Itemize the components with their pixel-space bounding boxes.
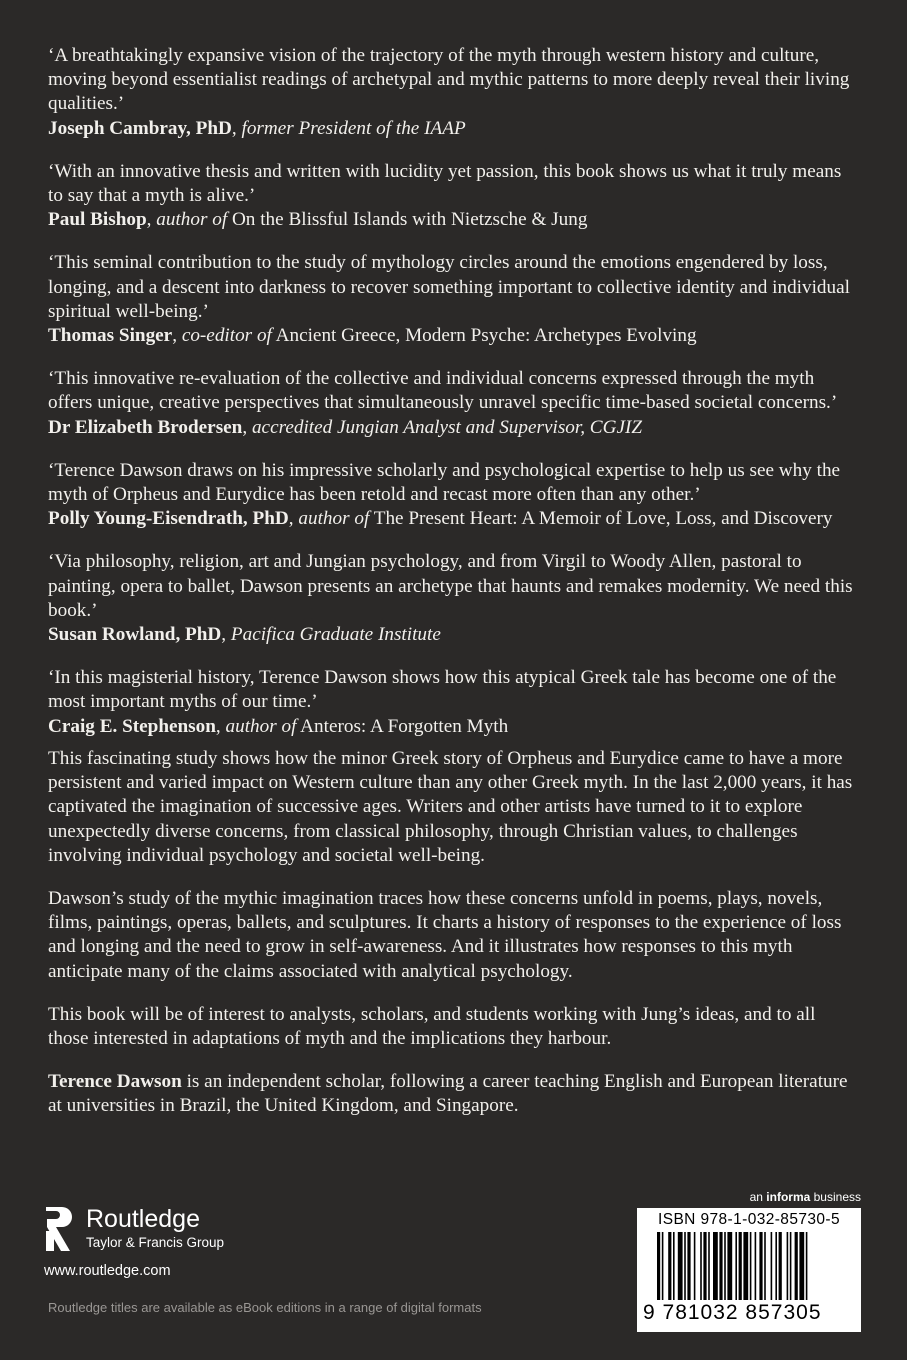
quote-role: author of bbox=[156, 209, 228, 231]
endorsement-quote bbox=[48, 251, 860, 348]
publisher-url: www.routledge.com bbox=[44, 1263, 171, 1279]
quote-text: ‘This innovative re-evaluation of the collective and individual concerns expressed through the myth offers unique, creative perspectives that simultaneously unravel specific time-based societal concerns.’ bbox=[48, 368, 838, 414]
endorsement-quote bbox=[48, 550, 860, 647]
quote-attribution: Paul Bishop, author of On the Blissful Islands with Nietzsche & Jung bbox=[48, 209, 588, 231]
quote-attribution: Craig E. Stephenson, author of Anteros: A Forgotten Myth bbox=[48, 715, 509, 737]
quote-name: Thomas Singer bbox=[48, 325, 173, 347]
informa-suffix: business bbox=[810, 1190, 861, 1204]
quote-name: Paul Bishop bbox=[48, 209, 147, 231]
endorsements bbox=[48, 44, 860, 758]
quote-attribution: Joseph Cambray, PhD, former President of the IAAP bbox=[48, 117, 466, 139]
quote-book-title: On the Blissful Islands with Nietzsche & Jung bbox=[231, 209, 588, 231]
informa-prefix: an bbox=[749, 1190, 767, 1204]
description-paragraph: This fascinating study shows how the minor Greek story of Orpheus and Eurydice came to have a more persistent and varied impact on Western culture than any other Greek myth. In the last 2,000 years, it has captivated the imagination of successive ages. Writers and other artists have turned to it to explore unexpectedly diverse concerns, from classical philosophy, through Christian values, to challenges involving individual psychology and societal well-being. bbox=[48, 748, 853, 866]
book-description bbox=[48, 747, 860, 1138]
isbn-text: ISBN 978-1-032-85730-5 bbox=[658, 1211, 840, 1228]
routledge-r-icon bbox=[44, 1205, 78, 1253]
quote-text: ‘Via philosophy, religion, art and Jungian psychology, and from Virgil to Woody Allen, pastoral to painting, opera to ballet, Dawson presents an archetype that haunts and remakes modernity. We need this book.’ bbox=[48, 551, 853, 621]
quote-name: Susan Rowland, PhD bbox=[48, 624, 222, 646]
publisher-block bbox=[44, 1205, 444, 1279]
quote-role: author of bbox=[298, 508, 370, 530]
quote-attribution: Thomas Singer, co-editor of Ancient Greece, Modern Psyche: Archetypes Evolving bbox=[48, 325, 697, 347]
author-bio-text: is an independent scholar, following a career teaching English and European literature at universities in Brazil, the United Kingdom, and Singapore. bbox=[48, 1071, 848, 1117]
quote-attribution: Polly Young-Eisendrath, PhD, author of The Present Heart: A Memoir of Love, Loss, and Discovery bbox=[48, 508, 833, 530]
isbn-barcode bbox=[637, 1208, 861, 1332]
quote-book-title: Ancient Greece, Modern Psyche: Archetypes Evolving bbox=[275, 325, 697, 347]
informa-bold: informa bbox=[766, 1190, 811, 1204]
endorsement-quote bbox=[48, 44, 860, 141]
quote-name: Dr Elizabeth Brodersen bbox=[48, 416, 243, 438]
informa-business-label bbox=[750, 1190, 861, 1204]
quote-book-title: The Present Heart: A Memoir of Love, Loss, and Discovery bbox=[373, 508, 833, 530]
quote-role: accredited Jungian Analyst and Supervisor, CGJIZ bbox=[251, 416, 643, 438]
endorsement-quote bbox=[48, 459, 860, 532]
publisher-group: Taylor & Francis Group bbox=[86, 1235, 225, 1250]
quote-book-title: Anteros: A Forgotten Myth bbox=[300, 715, 509, 737]
routledge-logo bbox=[44, 1205, 444, 1253]
quote-text: ‘Terence Dawson draws on his impressive scholarly and psychological expertise to help us see why the myth of Orpheus and Eurydice has been retold and recast more often than any other.’ bbox=[48, 459, 841, 506]
quote-name: Craig E. Stephenson bbox=[48, 715, 216, 737]
publisher-name: Routledge bbox=[86, 1205, 200, 1233]
description-paragraph: This book will be of interest to analysts, scholars, and students working with Jung’s ideas, and to all those interested in adaptations of myth and the implications they harbour. bbox=[48, 1003, 816, 1050]
quote-text: ‘In this magisterial history, Terence Dawson shows how this atypical Greek tale has become one of the most important myths of our time.’ bbox=[48, 667, 837, 713]
quote-role: author of bbox=[225, 715, 297, 737]
endorsement-quote bbox=[48, 367, 860, 440]
author-bio bbox=[48, 1070, 860, 1118]
quote-name: Joseph Cambray, PhD bbox=[48, 117, 232, 139]
description-paragraph: Dawson’s study of the mythic imagination traces how these concerns unfold in poems, plays, novels, films, paintings, operas, ballets, and sculptures. It charts a history of responses to the experience of loss and longing and the need to grow in self-awareness. And it illustrates how responses to this myth anticipate many of the claims associated with analytical psychology. bbox=[48, 888, 842, 982]
author-name: Terence Dawson bbox=[48, 1071, 182, 1093]
quote-attribution: Dr Elizabeth Brodersen, accredited Jungian Analyst and Supervisor, CGJIZ bbox=[48, 416, 643, 438]
endorsement-quote bbox=[48, 160, 860, 233]
quote-role: former President of the IAAP bbox=[241, 117, 466, 139]
barcode-number: 9 781032 857305 bbox=[643, 1301, 822, 1324]
publisher-name-block bbox=[86, 1205, 224, 1251]
quote-attribution: Susan Rowland, PhD, Pacifica Graduate Institute bbox=[48, 624, 441, 646]
quote-text: ‘With an innovative thesis and written with lucidity yet passion, this book shows us what it truly means to say that a myth is alive.’ bbox=[48, 160, 842, 207]
quote-text: ‘This seminal contribution to the study of mythology circles around the emotions engendered by loss, longing, and a descent into darkness to recover something important to collective identity and individual spiritual well-being.’ bbox=[48, 252, 850, 322]
quote-text: ‘A breathtakingly expansive vision of the trajectory of the myth through western history and culture, moving beyond essentialist readings of archetypal and mythic patterns to more deeply reveal their living qualities.’ bbox=[48, 45, 850, 115]
quote-role: Pacifica Graduate Institute bbox=[230, 624, 441, 646]
barcode-bars-icon bbox=[657, 1232, 847, 1300]
quote-role: co-editor of bbox=[181, 325, 272, 347]
ebook-note: Routledge titles are available as eBook editions in a range of digital formats bbox=[48, 1300, 482, 1315]
endorsement-quote bbox=[48, 666, 860, 739]
quote-name: Polly Young-Eisendrath, PhD bbox=[48, 508, 289, 530]
